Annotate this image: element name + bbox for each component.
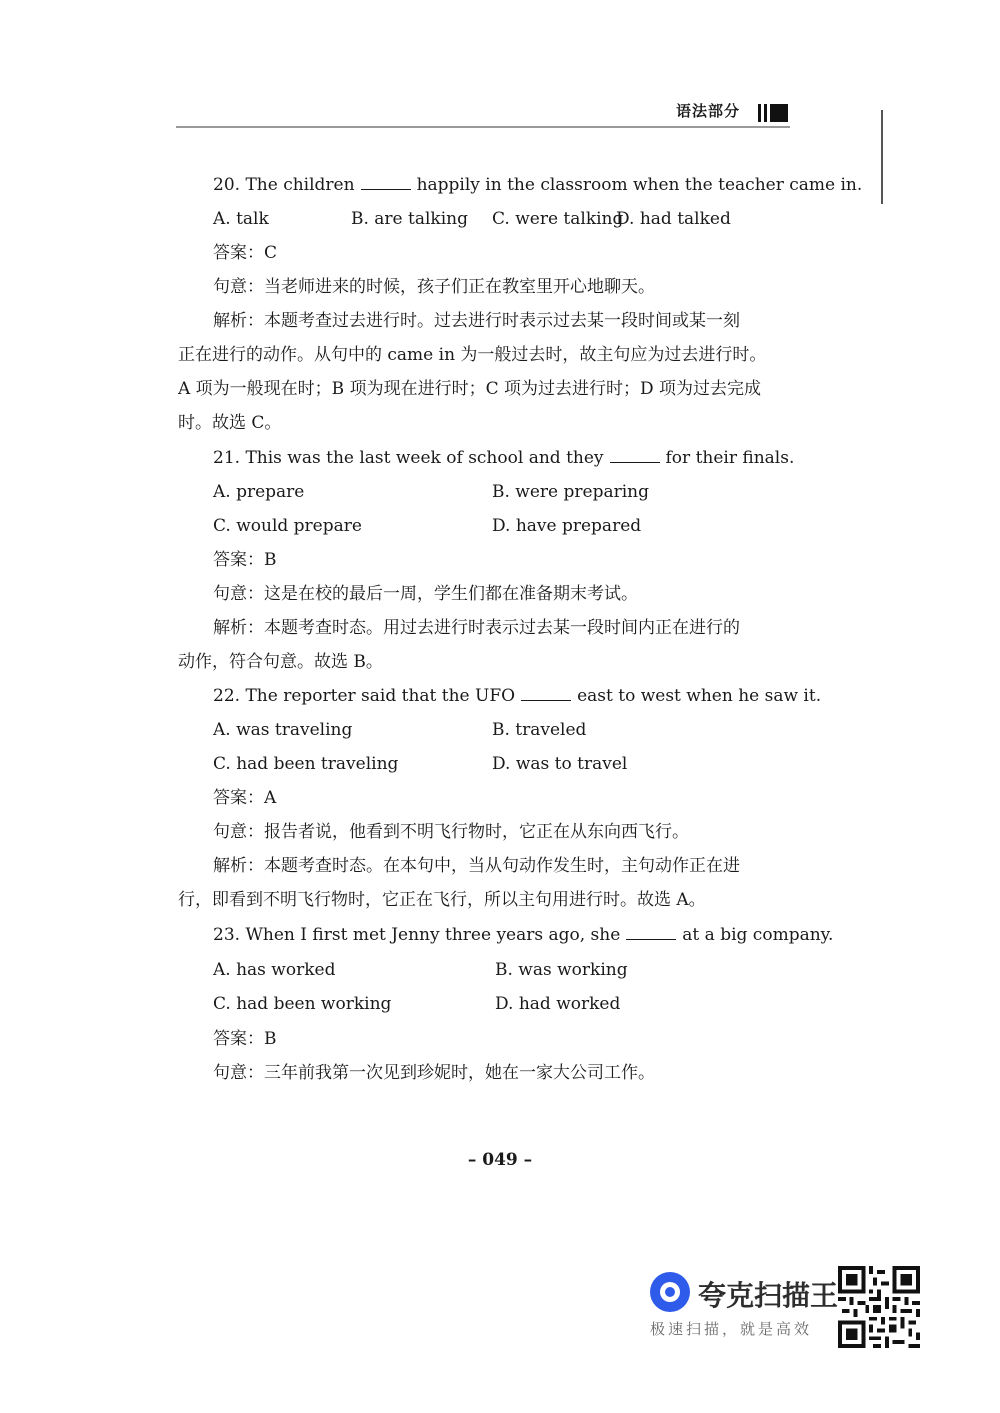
q21-option-b: B. were preparing (492, 482, 649, 502)
question-22-post: east to west when he saw it. (577, 686, 822, 706)
q23-meaning: 句意：三年前我第一次见到珍妮时，她在一家大公司工作。 (213, 1063, 655, 1083)
q22-option-a: A. was traveling (213, 720, 353, 740)
q22-analysis-line-1: 解析：本题考查时态。在本句中，当从句动作发生时，主句动作正在进 (213, 856, 740, 876)
q20-answer: 答案：C (213, 243, 278, 263)
answer-blank (626, 925, 676, 940)
question-20-post: happily in the classroom when the teacher came in. (416, 175, 863, 195)
q21-analysis-line-2: 动作，符合句意。故选 B。 (178, 652, 383, 672)
q20-analysis-line-1: 解析：本题考查过去进行时。过去进行时表示过去某一段时间或某一刻 (213, 311, 740, 331)
question-21-pre: 21. This was the last week of school and they (213, 448, 604, 468)
q20-analysis-line-4: 时。故选 C。 (178, 413, 282, 433)
page-edge-line (881, 110, 883, 204)
question-23-stem (213, 923, 833, 947)
quark-logo-icon (650, 1272, 690, 1312)
question-21-post: for their finals. (665, 448, 795, 468)
answer-blank (521, 686, 571, 701)
q22-answer: 答案：A (213, 788, 277, 808)
q23-option-d: D. had worked (495, 994, 621, 1014)
watermark-slogan: 极速扫描，就是高效 (650, 1320, 813, 1338)
q22-analysis-line-2: 行，即看到不明飞行物时，它正在飞行，所以主句用进行时。故选 A。 (178, 890, 706, 910)
q23-answer: 答案：B (213, 1029, 277, 1049)
question-22-pre: 22. The reporter said that the UFO (213, 686, 516, 706)
q22-option-d: D. was to travel (492, 754, 628, 774)
q21-answer: 答案：B (213, 550, 277, 570)
question-22-stem (213, 684, 821, 708)
q21-analysis-line-1: 解析：本题考查时态。用过去进行时表示过去某一段时间内正在进行的 (213, 618, 740, 638)
question-21-stem (213, 446, 794, 470)
answer-blank (361, 175, 411, 190)
q20-meaning: 句意：当老师进来的时候，孩子们正在教室里开心地聊天。 (213, 277, 655, 297)
q23-option-b: B. was working (495, 960, 628, 980)
qr-code-icon (838, 1266, 920, 1348)
q22-option-b: B. traveled (492, 720, 587, 740)
q23-option-c: C. had been working (213, 994, 392, 1014)
q20-option-c: C. were talking (492, 209, 624, 229)
watermark-app-name: 夸克扫描王 (698, 1279, 839, 1312)
section-title: 语法部分 (676, 102, 741, 120)
question-23-pre: 23. When I first met Jenny three years ago, she (213, 925, 621, 945)
q21-option-a: A. prepare (213, 482, 305, 502)
header-bars-mark (758, 104, 790, 122)
q21-option-c: C. would prepare (213, 516, 362, 536)
q22-meaning: 句意：报告者说，他看到不明飞行物时，它正在从东向西飞行。 (213, 822, 689, 842)
q20-option-d: D. had talked (616, 209, 731, 229)
question-20-stem (213, 173, 862, 197)
page-number: – 049 – (467, 1150, 533, 1170)
header-rule (176, 126, 790, 128)
q20-option-b: B. are talking (351, 209, 468, 229)
answer-blank (610, 448, 660, 463)
q20-option-a: A. talk (213, 209, 269, 229)
q22-option-c: C. had been traveling (213, 754, 399, 774)
q21-meaning: 句意：这是在校的最后一周，学生们都在准备期末考试。 (213, 584, 638, 604)
q21-option-d: D. have prepared (492, 516, 642, 536)
q20-analysis-line-2: 正在进行的动作。从句中的 came in 为一般过去时，故主句应为过去进行时。 (178, 345, 767, 365)
question-20-pre: 20. The children (213, 175, 355, 195)
q20-analysis-line-3: A 项为一般现在时；B 项为现在进行时；C 项为过去进行时；D 项为过去完成 (178, 379, 762, 399)
question-23-post: at a big company. (682, 925, 834, 945)
q23-option-a: A. has worked (213, 960, 336, 980)
